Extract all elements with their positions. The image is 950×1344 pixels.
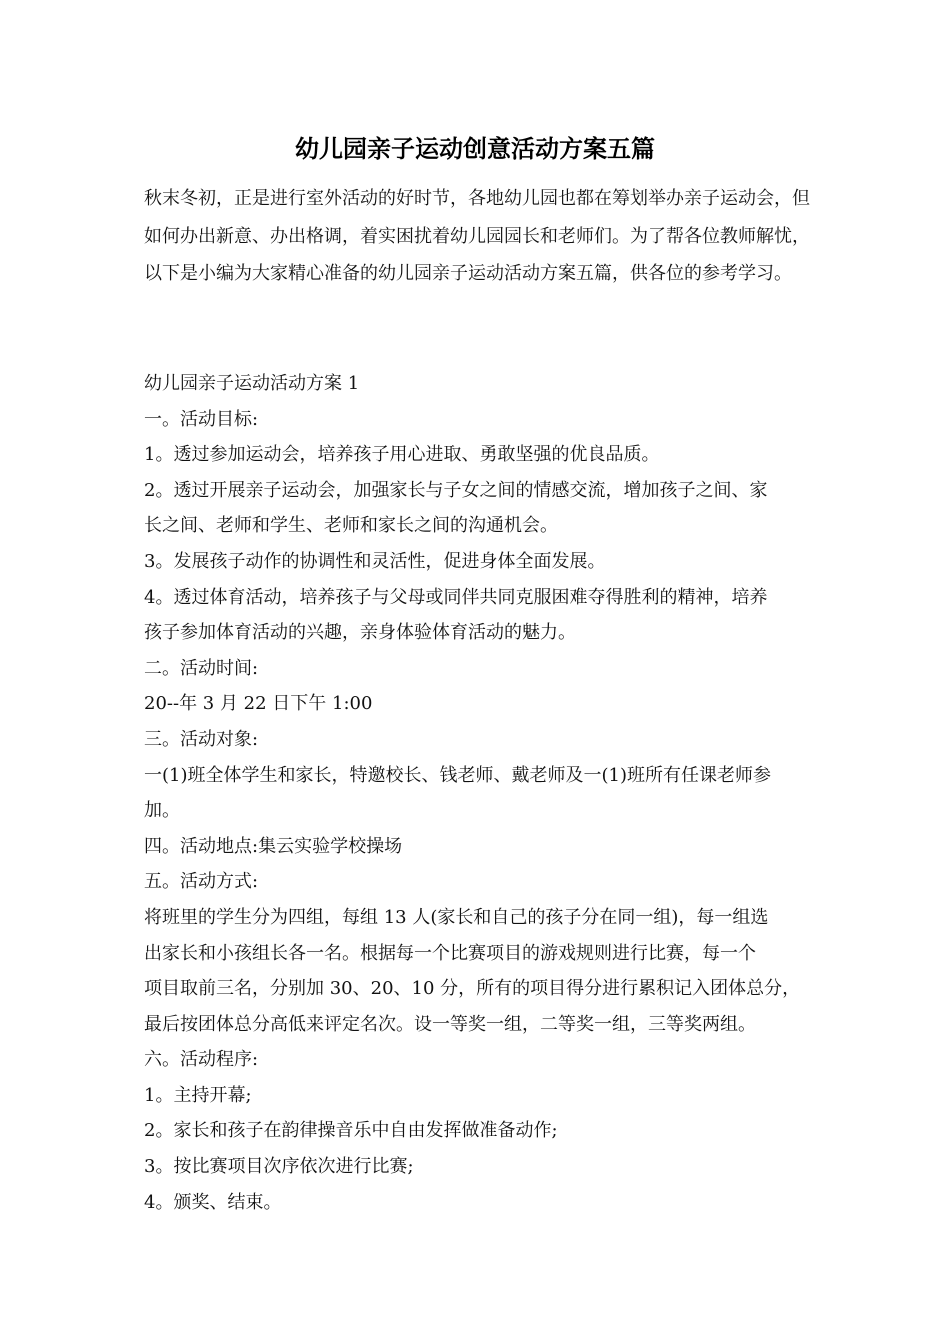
text-line: 20--年 3 月 22 日下午 1:00 [144, 693, 373, 715]
document-title: 幼儿园亲子运动创意活动方案五篇 [295, 134, 655, 163]
text-line: 幼儿园亲子运动活动方案 1 [144, 373, 360, 394]
text-line: 三。活动对象: [144, 728, 259, 750]
text-line: 最后按团体总分高低来评定名次。设一等奖一组，二等奖一组，三等奖两组。 [144, 1013, 756, 1035]
text-line: 长之间、老师和学生、老师和家长之间的沟通机会。 [144, 515, 558, 537]
text-line: 3。按比赛项目次序依次进行比赛; [144, 1156, 414, 1178]
text-line: 出家长和小孩组长各一名。根据每一个比赛项目的游戏规则进行比赛，每一个 [144, 942, 756, 964]
text-line: 六。活动程序: [144, 1049, 259, 1071]
text-line: 4。透过体育活动，培养孩子与父母或同伴共同克服困难夺得胜利的精神，培养 [144, 586, 768, 608]
text-line: 加。 [144, 800, 180, 822]
text-line: 1。主持开幕; [144, 1084, 252, 1106]
text-line: 五。活动方式: [144, 871, 259, 893]
text-line: 孩子参加体育活动的兴趣，亲身体验体育活动的魅力。 [144, 622, 576, 644]
text-line: 3。发展孩子动作的协调性和灵活性，促进身体全面发展。 [144, 550, 606, 572]
intro-paragraph: 秋末冬初，正是进行室外活动的好时节，各地幼儿园也都在筹划举办亲子运动会，但如何办出新意、办出格调，着实困扰着幼儿园园长和老师们。为了帮各位教师解忧，以下是小编为大家精心准备的幼儿园亲子运动活动方案五篇，供各位的参考学习。 [144, 188, 810, 284]
body-text [144, 366, 824, 1220]
text-line: 一(1)班全体学生和家长，特邀校长、钱老师、戴老师及一(1)班所有任课老师参 [144, 764, 771, 786]
text-line: 项目取前三名，分别加 30、20、10 分，所有的项目得分进行累积记入团体总分， [144, 978, 801, 1000]
text-line: 4。颁奖、结束。 [144, 1191, 282, 1213]
text-line: 2。透过开展亲子运动会，加强家长与子女之间的情感交流，增加孩子之间、家 [144, 479, 768, 501]
text-line: 将班里的学生分为四组，每组 13 人(家长和自己的孩子分在同一组)，每一组选 [144, 906, 769, 928]
text-line: 2。家长和孩子在韵律操音乐中自由发挥做准备动作; [144, 1120, 558, 1142]
text-line: 一。活动目标: [144, 408, 259, 430]
text-line: 四。活动地点:集云实验学校操场 [144, 835, 403, 857]
text-line: 1。透过参加运动会，培养孩子用心进取、勇敢坚强的优良品质。 [144, 444, 660, 466]
text-line: 二。活动时间: [144, 657, 259, 679]
